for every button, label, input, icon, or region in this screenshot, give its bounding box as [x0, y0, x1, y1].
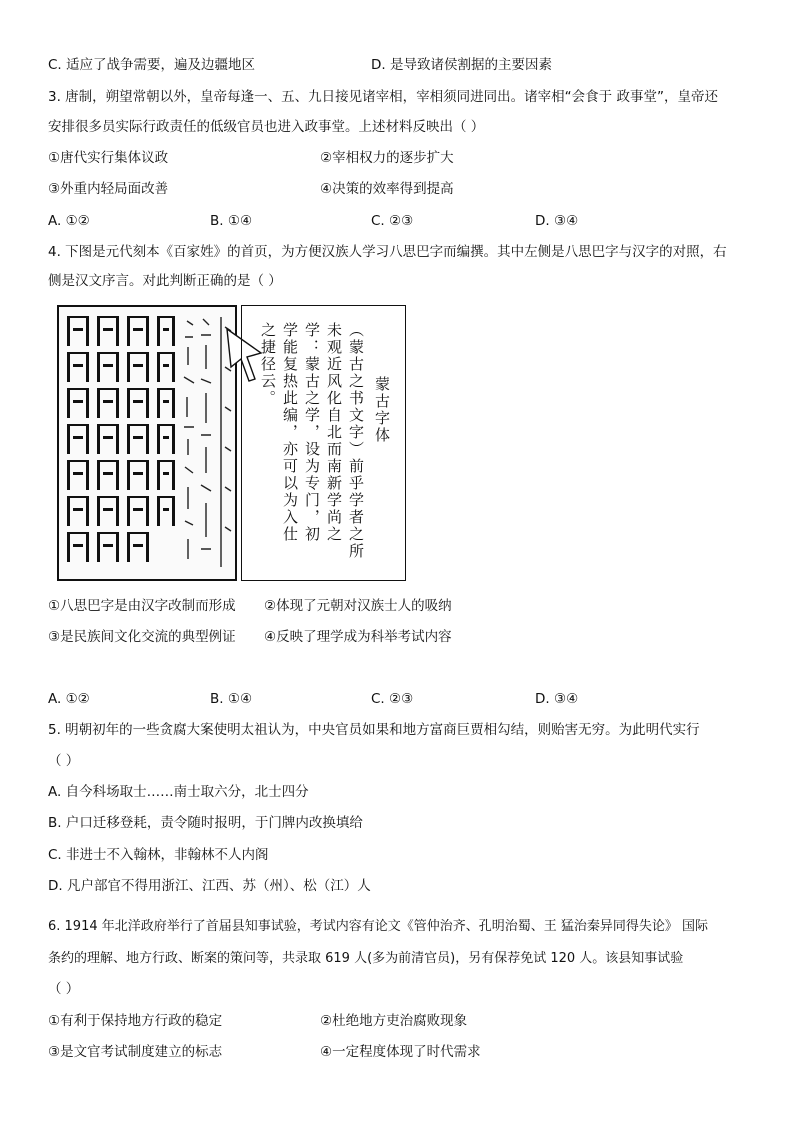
- q4-item-2: ②体现了元朝对汉族士人的吸纳: [264, 598, 452, 614]
- phags-pa-page-image: [57, 305, 237, 581]
- q3-stem-line2: 安排很多员实际行政责任的低级官员也进入政事堂。上述材料反映出（ ）: [48, 119, 485, 135]
- q3-choice-b: B. ①④: [210, 213, 253, 229]
- preface-col-5: 之捷径云。: [259, 322, 277, 407]
- q3-choice-a: A. ①②: [48, 213, 90, 229]
- q3-choice-d: D. ③④: [535, 213, 579, 229]
- q6-item-3: ③是文官考试制度建立的标志: [48, 1044, 223, 1060]
- preface-col-4: 学能复热此编，亦可以为入仕: [281, 322, 299, 543]
- q2-option-c: C. 适应了战争需要，遍及边疆地区: [48, 57, 256, 73]
- q4-stem-line1: 4. 下图是元代刻本《百家姓》的首页，为方便汉族人学习八思巴字而编撰。其中左侧是八思巴字与汉字的对照，右: [48, 244, 727, 260]
- q6-stem-line2: 条约的理解、地方行政、断案的策问等，共录取 619 人(多为前清官员)，另有保荐免试 120 人。该县知事试验: [48, 951, 684, 966]
- q5-option-a: A. 自今科场取士……南士取六分，北士四分: [48, 784, 309, 800]
- preface-col-1: （蒙古之书文字）前乎学者之所: [347, 322, 365, 560]
- q3-stem-line1: 3. 唐制，朔望常朝以外，皇帝每逢一、五、九日接见诸宰相，宰相须同进同出。诸宰相“会食于 政事堂”，皇帝还: [48, 89, 718, 105]
- q3-item-1: ①唐代实行集体议政: [48, 150, 169, 166]
- q5-option-d: D. 凡户部官不得用浙江、江西、苏（州）、松（江）人: [48, 878, 371, 894]
- q6-item-2: ②杜绝地方吏治腐败现象: [320, 1013, 468, 1029]
- q6-stem-line1: 6. 1914 年北洋政府举行了首届县知事试验，考试内容有论文《管仲治齐、孔明治蜀、王 猛治秦异同得失论》 国际: [48, 919, 709, 934]
- q4-choice-a: A. ①②: [48, 691, 90, 707]
- preface-col-2: 未观近风化自北而南新学尚之: [325, 322, 343, 543]
- preface-header: 蒙古字体: [373, 376, 391, 444]
- q4-item-4: ④反映了理学成为科举考试内容: [264, 629, 452, 645]
- q5-option-c: C. 非进士不入翰林，非翰林不人内阁: [48, 847, 269, 863]
- q4-choice-c: C. ②③: [371, 691, 414, 707]
- q5-stem-line1: 5. 明朝初年的一些贪腐大案使明太祖认为，中央官员如果和地方富商巨贾相勾结，则贻害无穷。为此明代实行: [48, 722, 700, 738]
- q6-stem-line3: （ ）: [48, 981, 80, 997]
- q5-stem-line2: （ ）: [48, 753, 80, 769]
- q4-choice-d: D. ③④: [535, 691, 579, 707]
- q4-item-3: ③是民族间文化交流的典型例证: [48, 629, 236, 645]
- q6-item-1: ①有利于保持地方行政的稳定: [48, 1013, 223, 1029]
- preface-col-3: 学：蒙古之学，设为专门，初: [303, 322, 321, 543]
- q3-item-2: ②宰相权力的逐步扩大: [320, 150, 454, 166]
- q2-option-d: D. 是导致诸侯割据的主要因素: [371, 57, 552, 73]
- q3-item-3: ③外重内轻局面改善: [48, 181, 169, 197]
- q4-stem-line2: 侧是汉文序言。对此判断正确的是（ ）: [48, 273, 282, 289]
- q5-option-b: B. 户口迁移登耗，责令随时报明，于门牌内改换填给: [48, 815, 363, 831]
- q3-choice-c: C. ②③: [371, 213, 414, 229]
- q6-item-4: ④一定程度体现了时代需求: [320, 1044, 481, 1060]
- q4-item-1: ①八思巴字是由汉字改制而形成: [48, 598, 236, 614]
- q4-choice-b: B. ①④: [210, 691, 253, 707]
- preface-text-panel: [241, 305, 406, 581]
- q3-item-4: ④决策的效率得到提高: [320, 181, 454, 197]
- baijiaxing-figure: [57, 305, 406, 581]
